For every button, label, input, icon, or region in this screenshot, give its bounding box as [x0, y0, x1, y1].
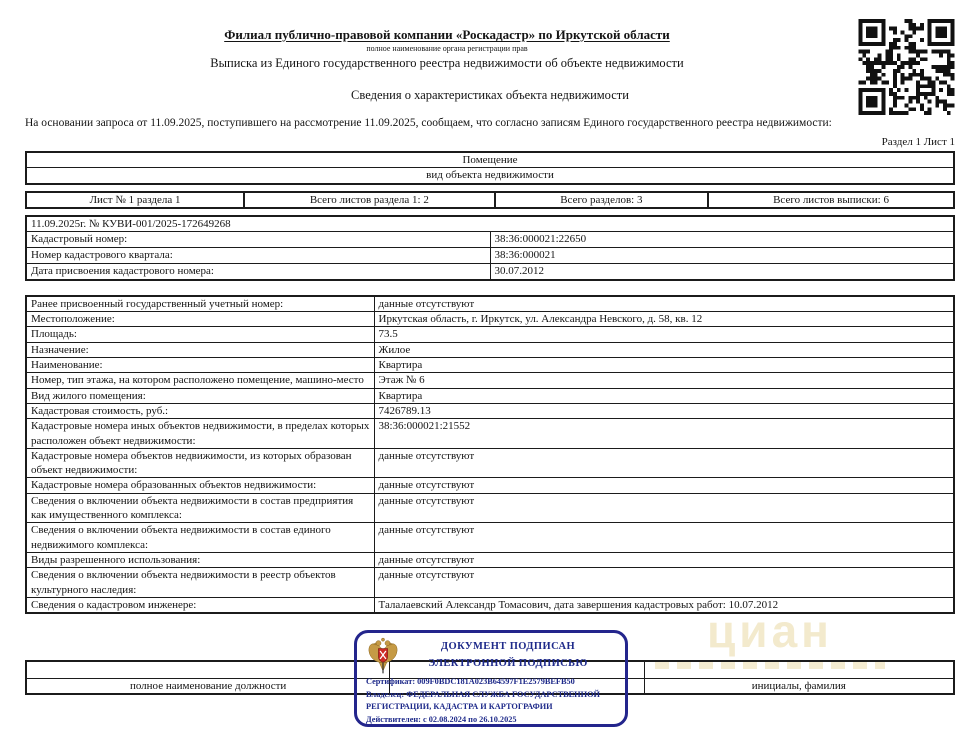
row-value: 38:36:000021: [490, 248, 954, 264]
row-value: данные отсутствуют: [374, 568, 954, 598]
document-header: [25, 27, 955, 71]
row-value: Жилое: [374, 342, 954, 357]
row-value: данные отсутствуют: [374, 523, 954, 553]
stamp-titles: [400, 639, 616, 673]
row-label: Ранее присвоенный государственный учетный номер:: [26, 296, 374, 312]
table-row: [26, 478, 954, 493]
row-value: данные отсутствуют: [374, 493, 954, 523]
row-label: Кадастровый номер:: [26, 232, 490, 248]
sheet-info-cell: Всего разделов: 3: [495, 192, 708, 208]
request-number: 11.09.2025г. № КУВИ-001/2025-172649268: [26, 216, 954, 232]
table-row: [26, 264, 954, 280]
table-row: [26, 552, 954, 567]
table-row: [26, 568, 954, 598]
row-label: Дата присвоения кадастрового номера:: [26, 264, 490, 280]
sheet-info-cell: Всего листов раздела 1: 2: [244, 192, 495, 208]
table-row: [26, 388, 954, 403]
row-value: данные отсутствуют: [374, 448, 954, 478]
characteristics-table: [25, 295, 955, 614]
row-label: Сведения о включении объекта недвижимости в состав единого недвижимого комплекса:: [26, 523, 374, 553]
stamp-header: [366, 636, 616, 675]
sheet-info-cell: Всего листов выписки: 6: [708, 192, 954, 208]
object-type-caption: вид объекта недвижимости: [26, 168, 954, 184]
table-row: [26, 327, 954, 342]
row-label: Площадь:: [26, 327, 374, 342]
table-row: [26, 358, 954, 373]
row-value: 38:36:000021:21552: [374, 419, 954, 449]
table-row: [26, 403, 954, 418]
coat-of-arms-icon: [366, 637, 400, 675]
row-label: Сведения о включении объекта недвижимости в состав предприятия как имущественного комплекса:: [26, 493, 374, 523]
table-row: [26, 248, 954, 264]
request-line: На основании запроса от 11.09.2025, поступившего на рассмотрение 11.09.2025, сообщаем, что согласно записям Единого государственного реестра недвижимости:: [25, 117, 832, 129]
signature-left-caption: полное наименование должности: [26, 678, 390, 694]
row-label: Кадастровые номера образованных объектов недвижимости:: [26, 478, 374, 493]
table-row: [26, 296, 954, 312]
row-value: Квартира: [374, 358, 954, 373]
row-value: Иркутская область, г. Иркутск, ул. Александра Невского, д. 58, кв. 12: [374, 312, 954, 327]
table-row: [26, 597, 954, 613]
row-value: 30.07.2012: [490, 264, 954, 280]
section-title: Сведения о характеристиках объекта недвижимости: [351, 88, 629, 102]
table-row: [26, 373, 954, 388]
electronic-signature-stamp: [354, 630, 628, 727]
row-value: Квартира: [374, 388, 954, 403]
section-sheet-label: Раздел 1 Лист 1: [881, 136, 955, 148]
document-body: [25, 0, 955, 695]
stamp-certificate: Сертификат: 009F0BDC181A023B64597F1E2579BEFB50: [366, 677, 575, 686]
row-label: Кадастровые номера иных объектов недвижимости, в пределах которых расположен объект недвижимости:: [26, 419, 374, 449]
row-value: 73.5: [374, 327, 954, 342]
table-row: [26, 448, 954, 478]
row-label: Номер кадастрового квартала:: [26, 248, 490, 264]
row-value: 7426789.13: [374, 403, 954, 418]
object-type-value: Помещение: [26, 152, 954, 168]
table-row: [26, 493, 954, 523]
row-label: Номер, тип этажа, на котором расположено помещение, машино-место: [26, 373, 374, 388]
table-row: [26, 312, 954, 327]
table-row: [26, 342, 954, 357]
org-name-caption: полное наименование органа регистрации прав: [366, 44, 528, 53]
row-label: Сведения о кадастровом инженере:: [26, 597, 374, 613]
row-value: данные отсутствуют: [374, 478, 954, 493]
document-title: Выписка из Единого государственного реестра недвижимости об объекте недвижимости: [210, 56, 684, 70]
table-row: [26, 523, 954, 553]
row-label: Наименование:: [26, 358, 374, 373]
row-value: Талалаевский Александр Томасович, дата завершения кадастровых работ: 10.07.2012: [374, 597, 954, 613]
stamp-validity: Действителен: с 02.08.2024 по 26.10.2025: [366, 715, 517, 725]
sheet-info-cell: Лист № 1 раздела 1: [26, 192, 244, 208]
object-type-table: [25, 151, 955, 185]
stamp-title-line1: ДОКУМЕНТ ПОДПИСАН: [440, 640, 576, 652]
org-name: Филиал публично-правовой компании «Роскадастр» по Иркутской области: [224, 27, 670, 42]
row-label: Вид жилого помещения:: [26, 388, 374, 403]
row-label: Назначение:: [26, 342, 374, 357]
row-label: Кадастровая стоимость, руб.:: [26, 403, 374, 418]
stamp-owner: Владелец: ФЕДЕРАЛЬНАЯ СЛУЖБА ГОСУДАРСТВЕННОЙ РЕГИСТРАЦИИ, КАДАСТРА И КАРТОГРАФИИ: [366, 690, 600, 712]
row-value: данные отсутствуют: [374, 296, 954, 312]
watermark-text: циан: [707, 605, 833, 657]
row-label: Виды разрешенного использования:: [26, 552, 374, 567]
cadastral-table: [25, 215, 955, 281]
row-label: Кадастровые номера объектов недвижимости, из которых образован объект недвижимости:: [26, 448, 374, 478]
row-value: Этаж № 6: [374, 373, 954, 388]
row-label: Местоположение:: [26, 312, 374, 327]
stamp-title-line2: ЭЛЕКТРОННОЙ ПОДПИСЬЮ: [428, 657, 588, 669]
sheet-info-table: [25, 191, 955, 209]
row-value: 38:36:000021:22650: [490, 232, 954, 248]
row-label: Сведения о включении объекта недвижимости в реестр объектов культурного наследия:: [26, 568, 374, 598]
table-row: [26, 232, 954, 248]
row-value: данные отсутствуют: [374, 552, 954, 567]
signature-right-caption: инициалы, фамилия: [644, 678, 954, 694]
table-row: [26, 419, 954, 449]
